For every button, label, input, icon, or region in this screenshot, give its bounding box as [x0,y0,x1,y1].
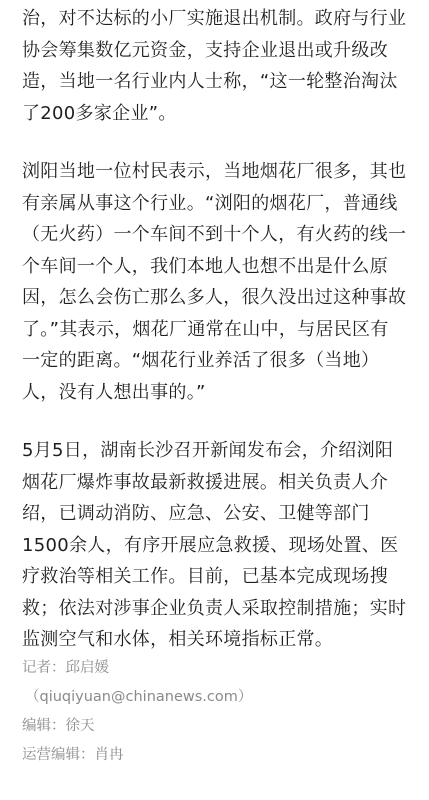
paragraph-spacer [22,129,414,156]
reporter-credit: 记者：邱启媛 [22,660,109,676]
article-paragraph-2 [22,156,414,408]
paragraph-line: 了。”其表示，烟花厂通常在山中，与居民区有 [22,318,389,340]
paragraph-line: 绍，已调动消防、应急、公安、卫健等部门 [22,503,370,524]
paragraph-line: 了200多家企业”。 [22,102,177,124]
paragraph-line: 人，没有人想出事的。” [22,381,206,403]
paragraph-line: 造，当地一名行业内人士称，“这一轮整治淘汰 [22,71,398,92]
article-paragraph-3 [22,435,414,656]
operations-editor-credit: 运营编辑：肖冉 [22,747,124,763]
article-paragraph-1 [22,3,414,129]
paragraph-spacer [22,408,414,435]
paragraph-line: 一定的距离。“烟花行业养活了很多（当地） [22,350,380,371]
article-body [22,3,414,656]
paragraph-line: 1500余人，有序开展应急救援、现场处置、医 [22,534,399,556]
paragraph-line: 协会筹集数亿元资金，支持企业退出或升级改 [22,39,388,61]
paragraph-line: 浏阳当地一位村民表示，当地烟花厂很多，其也 [22,161,407,182]
paragraph-line: 监测空气和水体，相关环境指标正常。 [22,629,334,650]
paragraph-line: 疗救治等相关工作。目前，已基本完成现场搜 [22,566,388,587]
paragraph-line: 治，对不达标的小厂实施退出机制。政府与行业 [22,8,407,29]
article-credits [22,654,414,770]
paragraph-line: 烟花厂爆炸事故最新救援进展。相关负责人介 [22,471,388,493]
reporter-email: （qiuqiyuan@chinanews.com） [25,689,253,705]
paragraph-line: 救；依法对涉事企业负责人采取控制措施；实时 [22,597,407,619]
paragraph-line: （无火药）一个车间不到十个人，有火药的线一 [22,224,407,245]
editor-credit: 编辑：徐天 [22,718,95,734]
paragraph-line: 因，怎么会伤亡那么多人，很久没出过这种事故 [22,287,407,308]
paragraph-line: 个车间一个人，我们本地人也想不出是什么原 [22,255,388,277]
paragraph-line: 5月5日，湖南长沙召开新闻发布会，介绍浏阳 [22,440,394,461]
paragraph-line: 有亲属从事这个行业。“浏阳的烟花厂，普通线 [22,192,398,214]
